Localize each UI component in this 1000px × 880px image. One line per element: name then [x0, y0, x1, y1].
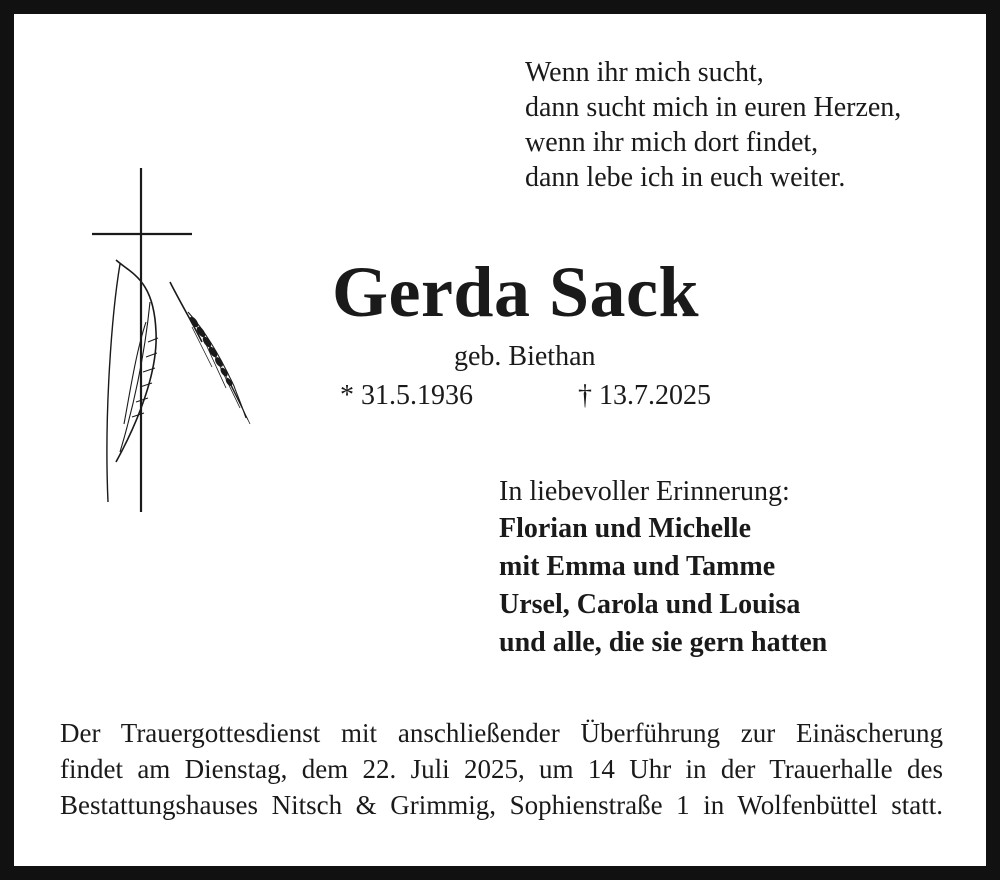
service-line: Der Trauergottesdienst mit anschließender Überführung zur Einäscherung	[60, 718, 943, 748]
obituary-card	[14, 14, 986, 866]
life-dates	[340, 379, 711, 413]
poem-line: Wenn ihr mich sucht,	[525, 57, 764, 88]
poem-line: wenn ihr mich dort findet,	[525, 127, 819, 158]
mourner-line: mit Emma und Tamme	[499, 551, 776, 582]
poem	[525, 55, 901, 195]
cross-with-wheat-icon	[84, 162, 254, 522]
mourners-block	[499, 473, 827, 662]
poem-line: dann sucht mich in euren Herzen,	[525, 92, 902, 123]
memory-intro: In liebevoller Erinnerung:	[499, 476, 790, 507]
mourner-line: Ursel, Carola und Louisa	[499, 589, 801, 620]
death-date: † 13.7.2025	[578, 380, 711, 411]
poem-line: dann lebe ich in euch weiter.	[525, 162, 846, 193]
service-line: findet am Dienstag, dem 22. Juli 2025, um 14 Uhr in der Trauerhalle des	[60, 754, 943, 784]
service-line: Bestattungshauses Nitsch & Grimmig, Sophienstraße 1 in Wolfenbüttel statt.	[60, 790, 943, 820]
maiden-name: geb. Biethan	[454, 341, 596, 372]
deceased-name: Gerda Sack	[332, 252, 700, 332]
birth-date: * 31.5.1936	[340, 380, 473, 411]
service-notice	[60, 715, 943, 823]
mourner-line: Florian und Michelle	[499, 513, 751, 544]
mourner-line: und alle, die sie gern hatten	[499, 627, 828, 658]
